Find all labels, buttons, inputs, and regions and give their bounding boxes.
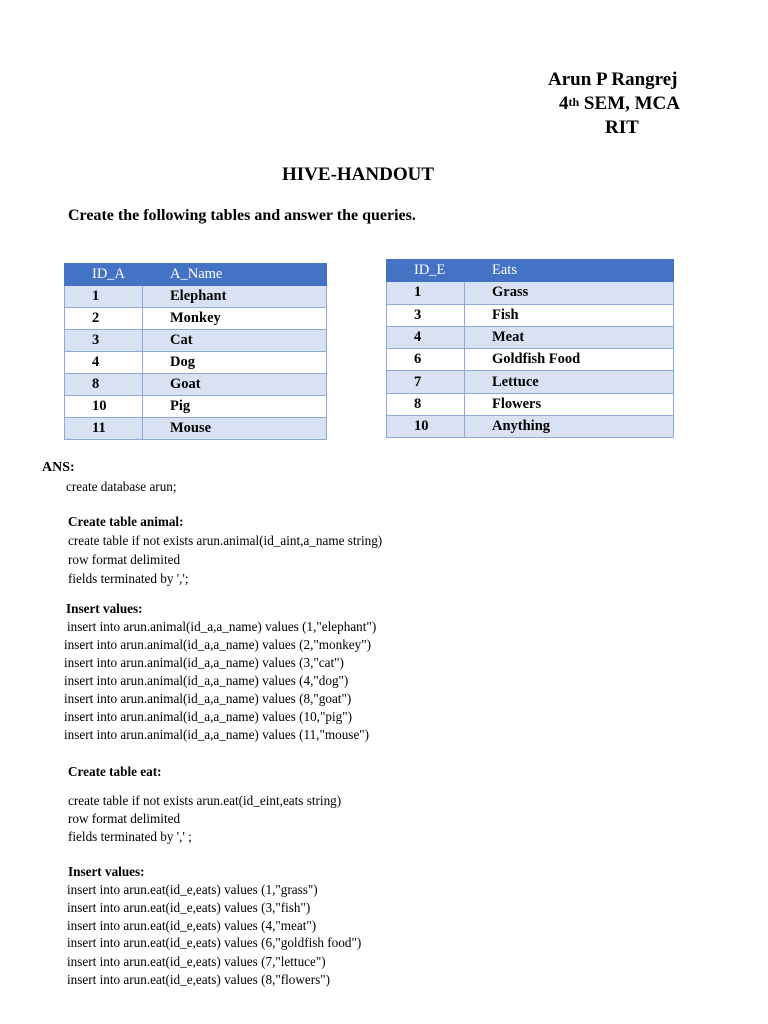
- table-row: [387, 326, 674, 348]
- table-cell: Fish: [465, 304, 674, 326]
- table-row: [65, 396, 327, 418]
- table-cell: 6: [387, 349, 465, 371]
- table-cell: 4: [387, 326, 465, 348]
- answer-label: ANS:: [42, 460, 75, 475]
- code-line: insert into arun.eat(id_e,eats) values (4,"meat"): [67, 918, 317, 933]
- table-cell: Lettuce: [465, 371, 674, 393]
- table-row: [65, 308, 327, 330]
- table-row: [65, 286, 327, 308]
- code-line: insert into arun.eat(id_e,eats) values (7,"lettuce"): [67, 954, 326, 969]
- table-cell: Grass: [465, 282, 674, 304]
- page-title: HIVE-HANDOUT: [282, 164, 435, 185]
- table-cell: 4: [65, 352, 143, 374]
- code-line: row format delimited: [68, 552, 181, 567]
- code-line: row format delimited: [68, 811, 181, 826]
- table-row: [387, 393, 674, 415]
- table-row: [65, 330, 327, 352]
- column-header: A_Name: [143, 264, 327, 286]
- table-cell: 7: [387, 371, 465, 393]
- instruction-text: Create the following tables and answer the queries.: [68, 207, 416, 224]
- section-heading: Create table eat:: [68, 764, 162, 779]
- code-line: fields terminated by ',' ;: [68, 829, 192, 844]
- table-cell: Monkey: [143, 308, 327, 330]
- code-line: insert into arun.eat(id_e,eats) values (3,"fish"): [67, 900, 311, 915]
- animal-table: [64, 263, 327, 440]
- table-cell: Pig: [143, 396, 327, 418]
- table-cell: 1: [65, 286, 143, 308]
- table-cell: Flowers: [465, 393, 674, 415]
- table-cell: Mouse: [143, 418, 327, 440]
- table-cell: Goat: [143, 374, 327, 396]
- table-row: [387, 349, 674, 371]
- author-institution: RIT: [605, 117, 639, 138]
- table-cell: 3: [65, 330, 143, 352]
- section-heading: Create table animal:: [68, 514, 184, 529]
- code-line: create table if not exists arun.eat(id_eint,eats string): [68, 793, 342, 808]
- table-header-row: [65, 264, 327, 286]
- section-heading: Insert values:: [68, 864, 145, 879]
- code-line: insert into arun.eat(id_e,eats) values (8,"flowers"): [67, 972, 331, 987]
- table-row: [65, 374, 327, 396]
- table-row: [387, 416, 674, 438]
- semester-suffix: th: [568, 95, 580, 109]
- table-cell: Elephant: [143, 286, 327, 308]
- table-cell: Meat: [465, 326, 674, 348]
- code-line: insert into arun.animal(id_a,a_name) values (3,"cat"): [64, 655, 344, 670]
- table-cell: 11: [65, 418, 143, 440]
- table-cell: 1: [387, 282, 465, 304]
- table-cell: 10: [65, 396, 143, 418]
- semester-program: SEM, MCA: [579, 93, 680, 114]
- code-line: insert into arun.animal(id_a,a_name) values (10,"pig"): [64, 709, 352, 724]
- section-heading: Insert values:: [66, 601, 143, 616]
- table-cell: Anything: [465, 416, 674, 438]
- code-line: insert into arun.animal(id_a,a_name) values (8,"goat"): [64, 691, 352, 706]
- code-line: insert into arun.eat(id_e,eats) values (1,"grass"): [67, 882, 318, 897]
- code-line: insert into arun.animal(id_a,a_name) values (11,"mouse"): [64, 727, 370, 742]
- table-row: [65, 418, 327, 440]
- column-header: ID_E: [387, 260, 465, 282]
- table-cell: 8: [387, 393, 465, 415]
- table-cell: 3: [387, 304, 465, 326]
- table-cell: 2: [65, 308, 143, 330]
- table-cell: Dog: [143, 352, 327, 374]
- table-header-row: [387, 260, 674, 282]
- code-line: create table if not exists arun.animal(id_aint,a_name string): [68, 533, 383, 548]
- author-name: Arun P Rangrej: [548, 69, 678, 90]
- code-line: create database arun;: [66, 479, 177, 494]
- semester-number: 4: [559, 93, 569, 114]
- code-line: fields terminated by ',';: [68, 571, 189, 586]
- code-line: insert into arun.animal(id_a,a_name) values (4,"dog"): [64, 673, 349, 688]
- table-cell: Goldfish Food: [465, 349, 674, 371]
- table-cell: 8: [65, 374, 143, 396]
- table-row: [387, 371, 674, 393]
- table-cell: Cat: [143, 330, 327, 352]
- table-row: [65, 352, 327, 374]
- column-header: Eats: [465, 260, 674, 282]
- table-cell: 10: [387, 416, 465, 438]
- code-line: insert into arun.animal(id_a,a_name) values (1,"elephant"): [67, 619, 377, 634]
- code-line: insert into arun.animal(id_a,a_name) values (2,"monkey"): [64, 637, 372, 652]
- table-row: [387, 282, 674, 304]
- eat-table: [386, 259, 674, 438]
- table-row: [387, 304, 674, 326]
- author-semester: [559, 92, 680, 116]
- code-line: insert into arun.eat(id_e,eats) values (6,"goldfish food"): [67, 935, 362, 950]
- column-header: ID_A: [65, 264, 143, 286]
